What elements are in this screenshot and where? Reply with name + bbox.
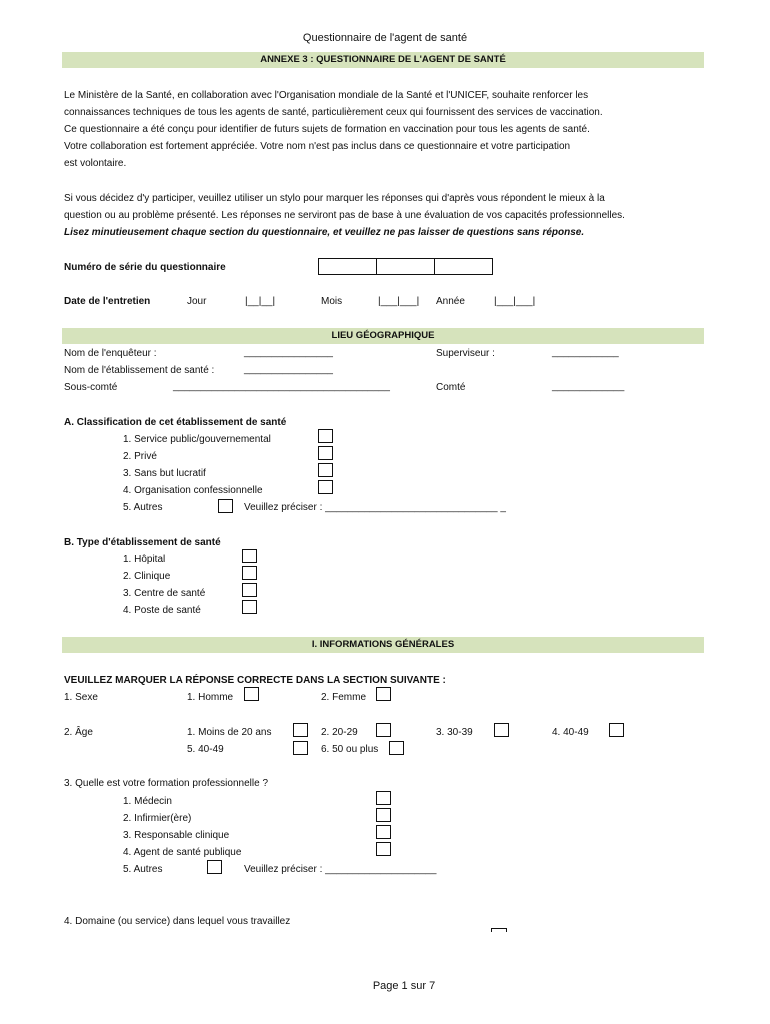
checkbox-age-40-49-b[interactable] — [293, 741, 308, 755]
option-age-40-49-b: 5. 40-49 — [187, 744, 224, 755]
general-info-header: I. INFORMATIONS GÉNÉRALES — [62, 637, 704, 653]
page-footer: Page 1 sur 7 — [372, 980, 436, 992]
document-title: Questionnaire de l'agent de santé — [302, 32, 468, 44]
annex-header: ANNEXE 3 : QUESTIONNAIRE DE L'AGENT DE SANTÉ — [62, 52, 704, 68]
domain-question: 4. Domaine (ou service) dans lequel vous travaillez — [64, 916, 291, 927]
option-clinic: 2. Clinique — [123, 571, 171, 582]
instruction-line: question ou au problème présenté. Les réponses ne serviront pas de base à une évaluation de vos capacités professionnelles. — [64, 210, 625, 221]
option-male: 1. Homme — [187, 692, 234, 703]
checkbox-female[interactable] — [376, 687, 391, 701]
checkbox-male[interactable] — [244, 687, 259, 701]
option-other: 5. Autres — [123, 502, 163, 513]
option-private: 2. Privé — [123, 451, 157, 462]
instruction-line: Si vous décidez d'y participer, veuillez utiliser un stylo pour marquer les réponses qui d'après vous répondent le mieux à la — [64, 193, 605, 204]
option-doctor: 1. Médecin — [123, 796, 172, 807]
county-field[interactable]: _____________ — [552, 381, 625, 392]
checkbox-age-30-39[interactable] — [494, 723, 509, 737]
age-label: 2. Âge — [64, 727, 93, 738]
option-clinical-officer: 3. Responsable clinique — [123, 830, 230, 841]
option-age-40-49: 4. 40-49 — [552, 727, 589, 738]
interview-date-label: Date de l'entretien — [64, 296, 151, 307]
checkbox-faith-based[interactable] — [318, 480, 333, 494]
supervisor-label: Superviseur : — [436, 348, 495, 359]
year-field[interactable]: |___|___| — [494, 296, 536, 307]
county-label: Comté — [436, 382, 466, 393]
option-hospital: 1. Hôpital — [123, 554, 166, 565]
serial-box-1[interactable] — [318, 258, 377, 275]
serial-box-3[interactable] — [434, 258, 493, 275]
checkbox-age-50-plus[interactable] — [389, 741, 404, 755]
option-health-center: 3. Centre de santé — [123, 588, 206, 599]
checkbox-doctor[interactable] — [376, 791, 391, 805]
checkbox-public-health-agent[interactable] — [376, 842, 391, 856]
option-age-under-20: 1. Moins de 20 ans — [187, 727, 272, 738]
checkbox-hospital[interactable] — [242, 549, 257, 563]
intro-line: connaissances techniques de tous les agents de santé, particulièrement ceux qui fournissent des services de vaccination. — [64, 107, 603, 118]
subcounty-label: Sous-comté — [64, 382, 118, 393]
option-age-50-plus: 6. 50 ou plus — [321, 744, 379, 755]
specify-other-field[interactable]: Veuillez préciser : _______________________________ _ — [244, 502, 506, 513]
month-field[interactable]: |___|___| — [378, 296, 420, 307]
section-a-title: A. Classification de cet établissement de santé — [64, 417, 287, 428]
checkbox-public[interactable] — [318, 429, 333, 443]
intro-line: Votre collaboration est fortement appréciée. Votre nom n'est pas inclus dans ce questionnaire et votre participation — [64, 141, 571, 152]
checkbox-health-post[interactable] — [242, 600, 257, 614]
serial-box-2[interactable] — [376, 258, 435, 275]
option-nurse: 2. Infirmier(ère) — [123, 813, 192, 824]
day-field[interactable]: |__|__| — [245, 296, 276, 307]
option-public: 1. Service public/gouvernemental — [123, 434, 271, 445]
checkbox-nonprofit[interactable] — [318, 463, 333, 477]
sex-label: 1. Sexe — [64, 692, 98, 703]
subcounty-field[interactable]: _______________________________________ — [173, 381, 390, 392]
supervisor-field[interactable]: ____________ — [552, 347, 619, 358]
checkbox-health-center[interactable] — [242, 583, 257, 597]
checkbox-age-40-49[interactable] — [609, 723, 624, 737]
checkbox-age-20-29[interactable] — [376, 723, 391, 737]
checkbox-nurse[interactable] — [376, 808, 391, 822]
instruction-emphasis: Lisez minutieusement chaque section du questionnaire, et veuillez ne pas laisser de questions sans réponse. — [64, 227, 585, 238]
option-age-20-29: 2. 20-29 — [321, 727, 358, 738]
facility-label: Nom de l'établissement de santé : — [64, 365, 215, 376]
checkbox-private[interactable] — [318, 446, 333, 460]
option-health-post: 4. Poste de santé — [123, 605, 201, 616]
location-header: LIEU GÉOGRAPHIQUE — [62, 328, 704, 344]
option-female: 2. Femme — [321, 692, 367, 703]
checkbox-training-other[interactable] — [207, 860, 222, 874]
month-label: Mois — [321, 296, 343, 307]
checkbox-clinic[interactable] — [242, 566, 257, 580]
checkbox-clinical-officer[interactable] — [376, 825, 391, 839]
option-training-other: 5. Autres — [123, 864, 163, 875]
surveyor-field[interactable]: ________________ — [244, 347, 333, 358]
option-faith-based: 4. Organisation confessionnelle — [123, 485, 263, 496]
section-b-title: B. Type d'établissement de santé — [64, 537, 221, 548]
checkbox-age-under-20[interactable] — [293, 723, 308, 737]
option-public-health-agent: 4. Agent de santé publique — [123, 847, 242, 858]
surveyor-label: Nom de l'enquêteur : — [64, 348, 157, 359]
option-nonprofit: 3. Sans but lucratif — [123, 468, 206, 479]
intro-line: Ce questionnaire a été conçu pour identifier de futurs sujets de formation en vaccination pour tous les agents de santé. — [64, 124, 590, 135]
checkbox-other[interactable] — [218, 499, 233, 513]
facility-field[interactable]: ________________ — [244, 364, 333, 375]
option-age-30-39: 3. 30-39 — [436, 727, 473, 738]
intro-line: est volontaire. — [64, 158, 127, 169]
intro-line: Le Ministère de la Santé, en collaboration avec l'Organisation mondiale de la Santé et l'UNICEF, souhaite renforcer les — [64, 90, 589, 101]
serial-label: Numéro de série du questionnaire — [64, 262, 226, 273]
day-label: Jour — [187, 296, 207, 307]
checkbox-domain-partial[interactable] — [491, 928, 507, 932]
training-question: 3. Quelle est votre formation professionnelle ? — [64, 778, 268, 789]
specify-training-field[interactable]: Veuillez préciser : ____________________ — [244, 864, 437, 875]
year-label: Année — [436, 296, 465, 307]
general-instruction: VEUILLEZ MARQUER LA RÉPONSE CORRECTE DANS LA SECTION SUIVANTE : — [64, 675, 446, 686]
